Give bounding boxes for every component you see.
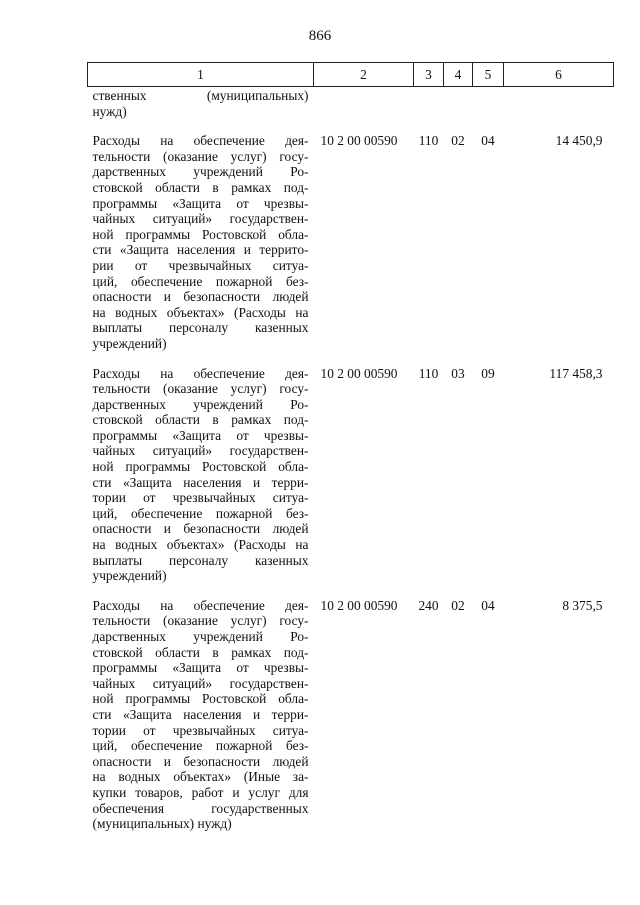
description-line: (муниципальных) нужд)	[92, 816, 232, 832]
description-line: дарственных учреждений Ро-	[92, 396, 309, 412]
empty-cell	[444, 87, 473, 120]
target-article-code: 10 2 00 00590	[320, 133, 398, 149]
description-line: ной программы Ростовской обла-	[92, 459, 309, 475]
column-header: 3	[414, 63, 444, 87]
target-article-code: 10 2 00 00590	[320, 365, 398, 381]
description-line: тельности (оказание услуг) госу-	[92, 381, 309, 397]
section-code: 02	[451, 597, 465, 613]
section-code: 03	[451, 365, 465, 381]
description-line: Расходы на обеспечение дея-	[92, 365, 309, 381]
description-line: программы «Защита от чрезвы-	[92, 660, 309, 676]
table-row	[88, 584, 614, 832]
empty-cell	[504, 87, 614, 120]
subsection-code: 04	[481, 597, 495, 613]
description-line: чайных ситуаций» государствен-	[92, 675, 309, 691]
description-line: стовской области в рамках под-	[92, 179, 309, 195]
description-line: ций, обеспечение пожарной без-	[92, 505, 309, 521]
description-cell	[88, 119, 314, 351]
description-cell	[88, 87, 314, 120]
description-line: на водных объектах» (Расходы на	[92, 537, 309, 553]
description-line: Расходы на обеспечение дея-	[92, 597, 309, 613]
description-line: учреждений)	[92, 335, 167, 351]
description-line: ной программы Ростовской обла-	[92, 226, 309, 242]
description-line: купки товаров, работ и услуг для	[92, 784, 309, 800]
description-cell	[88, 584, 314, 832]
description-line: рии от чрезвычайных ситуа-	[92, 257, 309, 273]
description-line: сти «Защита населения и терри-	[92, 474, 309, 490]
description-line: опасности и безопасности людей	[92, 289, 309, 305]
description-line: сти «Защита населения и террито-	[92, 242, 309, 258]
column-header: 6	[504, 63, 614, 87]
description-line: ственных (муниципальных)	[92, 88, 309, 103]
description-line: опасности и безопасности людей	[92, 753, 309, 769]
column-header: 1	[88, 63, 314, 87]
description-line: ной программы Ростовской обла-	[92, 691, 309, 707]
section-code: 02	[451, 133, 465, 149]
description-line: сти «Защита населения и терри-	[92, 706, 309, 722]
description-line: Расходы на обеспечение дея-	[92, 133, 309, 149]
table-row	[88, 352, 614, 584]
description-line: программы «Защита от чрезвы-	[92, 195, 309, 211]
empty-cell	[314, 87, 414, 120]
description-line: нужд)	[92, 103, 127, 119]
description-line: опасности и безопасности людей	[92, 521, 309, 537]
description-line: выплаты персоналу казенных	[92, 320, 309, 336]
target-article-code: 10 2 00 00590	[320, 597, 398, 613]
description-line: стовской области в рамках под-	[92, 412, 309, 428]
expense-type-code: 110	[418, 365, 439, 381]
amount: 8 375,5	[562, 597, 603, 613]
budget-table	[87, 62, 614, 832]
expense-type-code: 240	[418, 597, 439, 613]
description-line: дарственных учреждений Ро-	[92, 629, 309, 644]
amount: 14 450,9	[555, 133, 603, 149]
empty-cell	[414, 87, 444, 120]
subsection-code: 04	[481, 133, 495, 149]
description-line: тории от чрезвычайных ситуа-	[92, 722, 309, 738]
description-line: чайных ситуаций» государствен-	[92, 211, 309, 227]
table-header-row	[88, 63, 614, 87]
description-line: тельности (оказание услуг) госу-	[92, 613, 309, 629]
description-line: дарственных учреждений Ро-	[92, 164, 309, 180]
page-number: 866	[308, 28, 332, 44]
continuation-row	[88, 87, 614, 120]
column-header: 4	[444, 63, 473, 87]
description-line: тории от чрезвычайных ситуа-	[92, 490, 309, 506]
description-line: учреждений)	[92, 568, 167, 584]
description-line: ций, обеспечение пожарной без-	[92, 273, 309, 289]
amount: 117 458,3	[549, 365, 603, 381]
column-header: 5	[473, 63, 504, 87]
description-line: чайных ситуаций» государствен-	[92, 443, 309, 459]
description-line: обеспечения государственных	[92, 800, 309, 816]
empty-cell	[473, 87, 504, 120]
expense-type-code: 110	[418, 133, 439, 149]
subsection-code: 09	[481, 365, 495, 381]
description-line: на водных объектах» (Иные за-	[92, 769, 309, 785]
description-line: стовской области в рамках под-	[92, 644, 309, 660]
table-body	[88, 87, 614, 832]
description-cell	[88, 352, 314, 584]
description-line: ций, обеспечение пожарной без-	[92, 738, 309, 754]
description-line: выплаты персоналу казенных	[92, 552, 309, 568]
description-line: программы «Защита от чрезвы-	[92, 427, 309, 443]
table-row	[88, 119, 614, 351]
description-line: на водных объектах» (Расходы на	[92, 304, 309, 320]
column-header: 2	[314, 63, 414, 87]
description-line: тельности (оказание услуг) госу-	[92, 148, 309, 164]
